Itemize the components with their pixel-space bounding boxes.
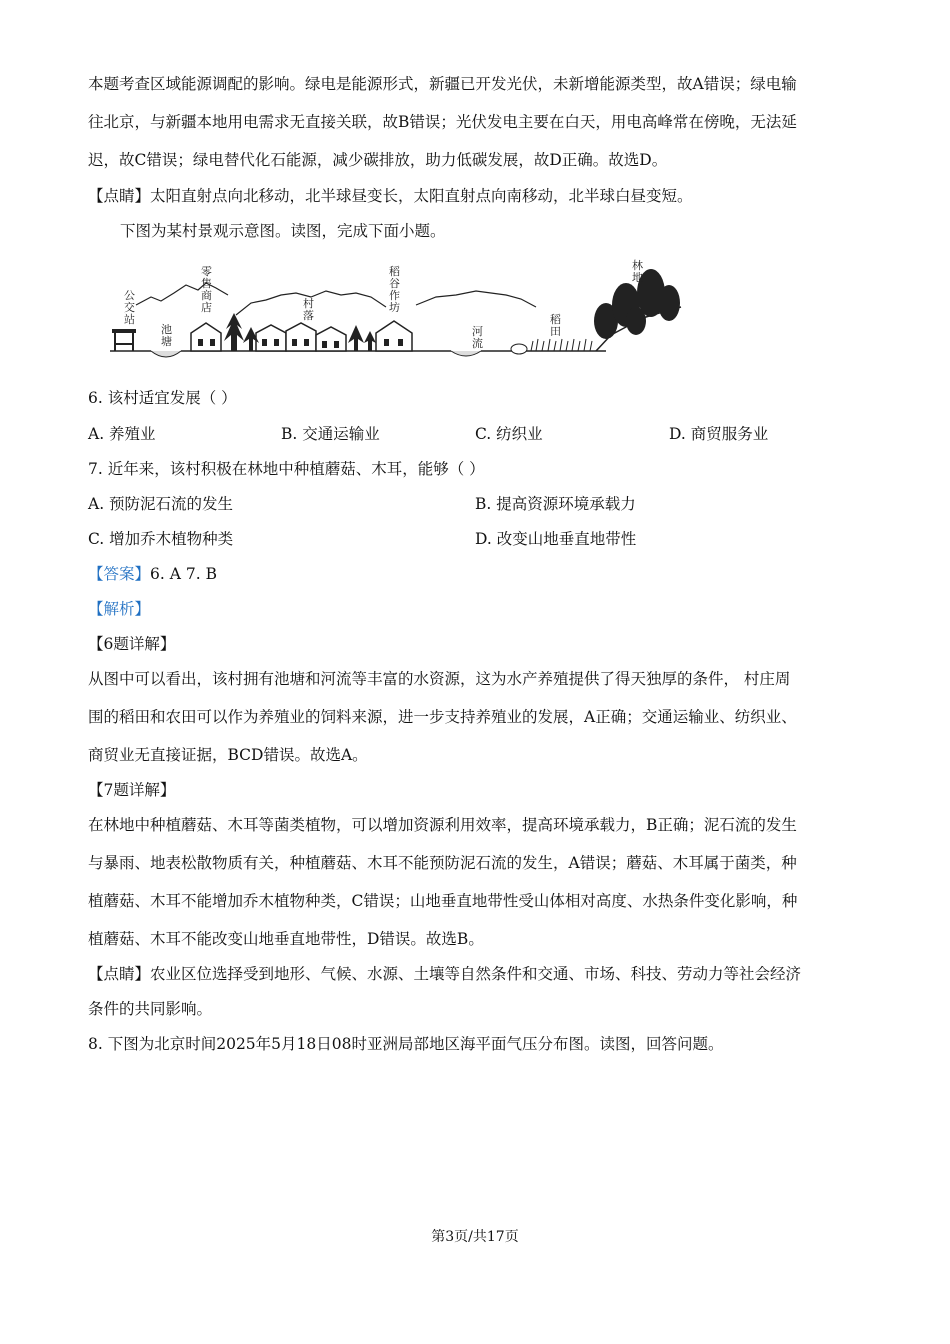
q6-option-c: C. 纺织业 [475, 425, 543, 443]
label-pond: 池塘 [161, 323, 172, 348]
answer-text: 6. A 7. B [150, 565, 217, 583]
page-footer: 第3页/共17页 [431, 1229, 519, 1245]
q6-option-b: B. 交通运输业 [281, 425, 380, 443]
detail6-line-1: 从图中可以看出，该村拥有池塘和河流等丰富的水资源，这为水产养殖提供了得天独厚的条件， 村庄周 [88, 670, 791, 688]
village-landscape-figure [106, 255, 686, 370]
detail6-line-3: 商贸业无直接证据，BCD错误。故选A。 [88, 746, 368, 764]
intro-line-3: 迟，故C错误；绿电替代化石能源，减少碳排放，助力低碳发展，故D正确。故选D。 [88, 151, 668, 169]
label-store: 零售商店 [201, 265, 212, 314]
label-rice-workshop: 稻谷作坊 [389, 265, 400, 314]
paddy-grass [531, 339, 592, 351]
tip-2-line-2: 条件的共同影响。 [88, 1000, 213, 1018]
q6-stem: 6. 该村适宜发展（ ） [88, 389, 237, 407]
answer-tag: 【答案】 [88, 565, 151, 583]
mountain-right [416, 291, 536, 307]
label-forest: 林地 [632, 259, 643, 284]
detail7-line-3: 植蘑菇、木耳不能增加乔木植物种类，C错误；山地垂直地带性受山体相对高度、水热条件变化影响，种 [88, 892, 798, 910]
q7-option-d: D. 改变山地垂直地带性 [475, 530, 637, 548]
intro-line-1: 本题考查区域能源调配的影响。绿电是能源形式，新疆已开发光伏，未新增能源类型，故A错误；绿电输 [88, 75, 797, 93]
q7-option-b: B. 提高资源环境承载力 [475, 495, 636, 513]
pond-shape [151, 351, 181, 357]
q7-option-a: A. 预防泥石流的发生 [88, 495, 234, 513]
detail6-title: 【6题详解】 [88, 635, 176, 653]
answer-line [88, 562, 863, 586]
tip-1: 【点睛】太阳直射点向北移动，北半球昼变长，太阳直射点向南移动，北半球白昼变短。 [88, 187, 693, 205]
q6-option-a: A. 养殖业 [88, 425, 156, 443]
analysis-tag: 【解析】 [88, 600, 151, 618]
question-intro: 下图为某村景观示意图。读图，完成下面小题。 [120, 222, 446, 240]
detail7-line-2: 与暴雨、地表松散物质有关，种植蘑菇、木耳不能预防泥石流的发生，A错误；蘑菇、木耳属于菌类，种 [88, 854, 797, 872]
detail7-title: 【7题详解】 [88, 781, 176, 799]
mountain-left [136, 283, 228, 305]
village-houses [191, 321, 412, 351]
label-paddy: 稻田 [550, 313, 561, 338]
q7-stem: 7. 近年来，该村积极在林地中种植蘑菇、木耳，能够（ ） [88, 460, 485, 478]
detail7-line-1: 在林地中种植蘑菇、木耳等菌类植物，可以增加资源利用效率，提高环境承载力，B正确；泥石流的发生 [88, 816, 797, 834]
river-shape [451, 351, 481, 356]
bus-stop-icon [112, 329, 136, 351]
q6-option-d: D. 商贸服务业 [669, 425, 769, 443]
intro-line-2: 往北京，与新疆本地用电需求无直接关联，故B错误；光伏发电主要在白天，用电高峰常在傍晚，无法延 [88, 113, 797, 131]
detail6-line-2: 围的稻田和农田可以作为养殖业的饲料来源，进一步支持养殖业的发展，A正确；交通运输业、纺织业、 [88, 708, 797, 726]
q8-stem: 8. 下图为北京时间2025年5月18日08时亚洲局部地区海平面气压分布图。读图，回答问题。 [88, 1035, 724, 1053]
label-village: 村落 [303, 297, 314, 322]
label-bus-stop: 公交站 [124, 289, 135, 326]
rock-shape [511, 344, 527, 354]
detail7-line-4: 植蘑菇、木耳不能改变山地垂直地带性，D错误。故选B。 [88, 930, 484, 948]
q7-option-c: C. 增加乔木植物种类 [88, 530, 234, 548]
label-river: 河流 [472, 325, 483, 350]
tip-2-line-1: 【点睛】农业区位选择受到地形、气候、水源、土壤等自然条件和交通、市场、科技、劳动力等社会经济 [88, 965, 802, 983]
